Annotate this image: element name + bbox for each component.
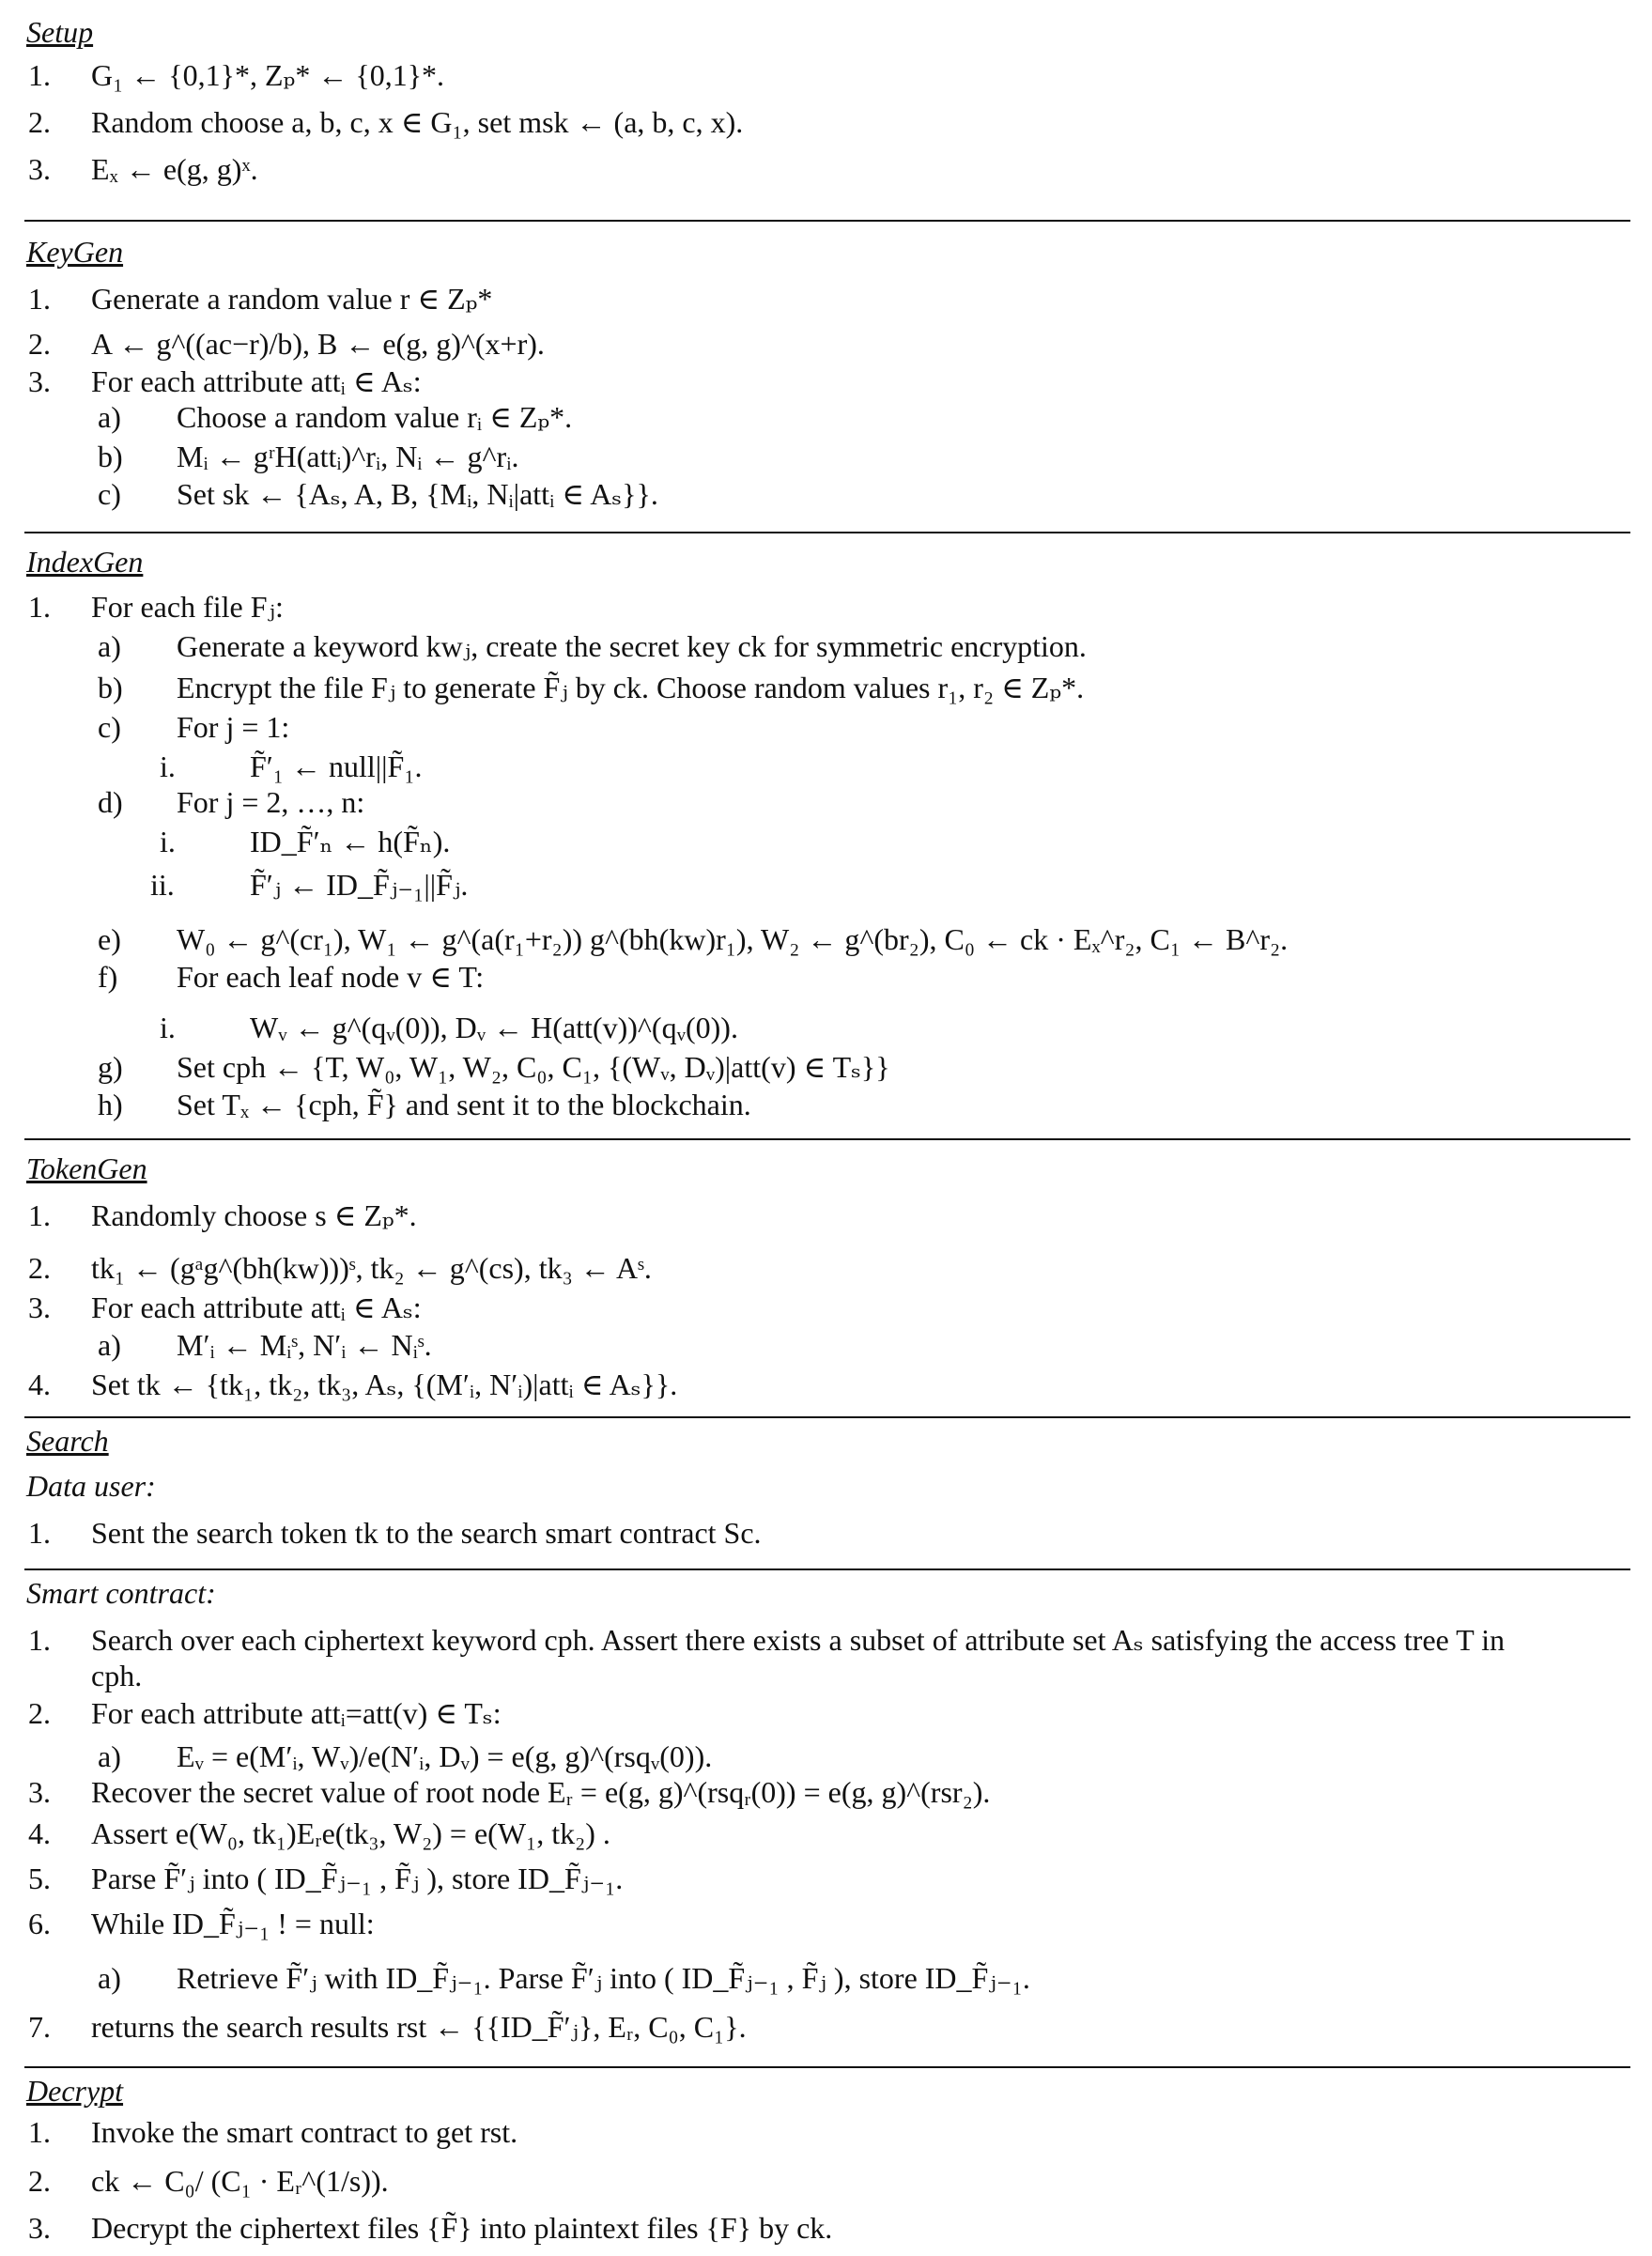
section-title-keygen: KeyGen [26,235,124,269]
step-text: A ← g^((ac−r)/b), B ← e(g, g)^(x+r). [91,327,545,361]
step-number: 5. [28,1862,51,1895]
step-number: f) [98,960,118,994]
step-text: ck ← C₀/ (C₁ · Eᵣ^(1/s)). [91,2164,389,2198]
step-number: b) [98,440,123,473]
step-text: cph. [91,1659,143,1692]
step-text: Parse F̃′ⱼ into ( ID_F̃ⱼ₋₁ , F̃ⱼ ), store ID_F̃ⱼ₋₁. [91,1862,624,1895]
step-text: tk₁ ← (gᵃg^(bh(kw)))ˢ, tk₂ ← g^(cs), tk₃ ← Aˢ. [91,1251,652,1285]
step-number: 1. [28,2115,51,2149]
step-text: Sent the search token tk to the search smart contract Sc. [91,1516,762,1550]
step-number: ii. [150,868,175,902]
section-divider [24,2066,1630,2068]
step-text: F̃′ⱼ ← ID_F̃ⱼ₋₁||F̃ⱼ. [250,868,469,902]
step-number: g) [98,1050,123,1084]
step-number: 3. [28,152,51,186]
step-number: 7. [28,2010,51,2044]
section-title-indexgen: IndexGen [26,545,144,579]
section-divider [24,220,1630,222]
step-number: 2. [28,327,51,361]
section-title-decrypt: Decrypt [26,2074,124,2108]
step-text: Encrypt the file Fⱼ to generate F̃ⱼ by ck. Choose random values r₁, r₂ ∈ Zₚ*. [177,671,1085,704]
step-text: For each file Fⱼ: [91,590,284,624]
step-text: Set cph ← {T, W₀, W₁, W₂, C₀, C₁, {(Wᵥ, Dᵥ)|att(v) ∈ Tₛ}} [177,1050,890,1084]
section-title-search: Search [26,1424,109,1458]
step-number: 1. [28,282,51,316]
step-number: 4. [28,1368,51,1401]
step-number: 1. [28,590,51,624]
step-text: Decrypt the ciphertext files {F̃} into plaintext files {F} by ck. [91,2211,833,2245]
step-number: b) [98,671,123,704]
step-number: c) [98,477,121,511]
data-user-label: Data user: [26,1469,156,1503]
step-text: ID_F̃′ₙ ← h(F̃ₙ). [250,825,451,858]
step-number: i. [160,825,176,858]
step-text: For each attribute attᵢ ∈ Aₛ: [91,1290,422,1324]
step-number: 2. [28,1696,51,1730]
step-text: Choose a random value rᵢ ∈ Zₚ*. [177,400,573,434]
step-number: 2. [28,2164,51,2198]
step-number: 2. [28,1251,51,1285]
step-text: For each attribute attᵢ=att(v) ∈ Tₛ: [91,1696,502,1730]
step-text: Generate a random value r ∈ Zₚ* [91,282,493,316]
step-number: d) [98,785,123,819]
section-divider [24,532,1630,533]
smart-contract-label: Smart contract: [26,1576,216,1610]
step-number: e) [98,922,121,956]
step-number: 3. [28,2211,51,2245]
step-number: 1. [28,1623,51,1657]
step-text: Eₓ ← e(g, g)ˣ. [91,152,258,186]
step-text: Recover the secret value of root node Eᵣ = e(g, g)^(rsqᵣ(0)) = e(g, g)^(rsr₂). [91,1775,991,1809]
step-text: For each attribute attᵢ ∈ Aₛ: [91,364,422,398]
step-text: Mᵢ ← gʳH(attᵢ)^rᵢ, Nᵢ ← g^rᵢ. [177,440,519,473]
step-text: Wᵥ ← g^(qᵥ(0)), Dᵥ ← H(att(v))^(qᵥ(0)). [250,1011,738,1044]
step-text: Set tk ← {tk₁, tk₂, tk₃, Aₛ, {(M′ᵢ, N′ᵢ)|attᵢ ∈ Aₛ}}. [91,1368,678,1401]
section-title-tokengen: TokenGen [26,1151,147,1185]
step-text: Generate a keyword kwⱼ, create the secret key ck for symmetric encryption. [177,629,1087,663]
step-text: Search over each ciphertext keyword cph. Assert there exists a subset of attribute set Aₛ satisfying the access tree T in [91,1623,1505,1657]
step-text: For j = 1: [177,710,290,744]
step-number: 1. [28,1516,51,1550]
section-title-setup: Setup [26,15,94,49]
step-text: W₀ ← g^(cr₁), W₁ ← g^(a(r₁+r₂)) g^(bh(kw)r₁), W₂ ← g^(br₂), C₀ ← ck · Eₓ^r₂, C₁ ← B^r₂. [177,922,1289,956]
step-text: While ID_F̃ⱼ₋₁ ! = null: [91,1907,375,1940]
step-number: 1. [28,1198,51,1232]
step-number: 3. [28,1290,51,1324]
step-text: Set Tₓ ← {cph, F̃} and sent it to the blockchain. [177,1088,751,1121]
step-number: a) [98,1328,121,1362]
step-text: F̃′₁ ← null||F̃₁. [250,749,423,783]
step-text: Retrieve F̃′ⱼ with ID_F̃ⱼ₋₁. Parse F̃′ⱼ into ( ID_F̃ⱼ₋₁ , F̃ⱼ ), store ID_F̃ⱼ₋₁. [177,1961,1030,1995]
step-text: G₁ ← {0,1}*, Zₚ* ← {0,1}*. [91,58,445,92]
step-number: i. [160,1011,176,1044]
step-number: 3. [28,1775,51,1809]
subsection-divider [24,1568,1630,1570]
step-text: For j = 2, …, n: [177,785,365,819]
section-divider [24,1416,1630,1418]
step-number: h) [98,1088,123,1121]
step-number: 1. [28,58,51,92]
step-number: 4. [28,1816,51,1850]
step-text: Assert e(W₀, tk₁)Eᵣe(tk₃, W₂) = e(W₁, tk₂) . [91,1816,610,1850]
step-text: For each leaf node v ∈ T: [177,960,485,994]
step-number: c) [98,710,121,744]
section-divider [24,1138,1630,1140]
step-text: M′ᵢ ← Mᵢˢ, N′ᵢ ← Nᵢˢ. [177,1328,432,1362]
step-number: 2. [28,105,51,139]
step-number: 6. [28,1907,51,1940]
step-text: Invoke the smart contract to get rst. [91,2115,518,2149]
step-number: i. [160,749,176,783]
step-text: returns the search results rst ← {{ID_F̃′ⱼ}, Eᵣ, C₀, C₁}. [91,2010,747,2044]
step-number: a) [98,629,121,663]
step-number: a) [98,1961,121,1995]
step-text: Randomly choose s ∈ Zₚ*. [91,1198,417,1232]
step-text: Random choose a, b, c, x ∈ G₁, set msk ← (a, b, c, x). [91,105,744,139]
step-number: 3. [28,364,51,398]
step-text: Set sk ← {Aₛ, A, B, {Mᵢ, Nᵢ|attᵢ ∈ Aₛ}}. [177,477,658,511]
step-number: a) [98,1739,121,1773]
step-number: a) [98,400,121,434]
step-text: Eᵥ = e(M′ᵢ, Wᵥ)/e(N′ᵢ, Dᵥ) = e(g, g)^(rsqᵥ(0)). [177,1739,713,1773]
